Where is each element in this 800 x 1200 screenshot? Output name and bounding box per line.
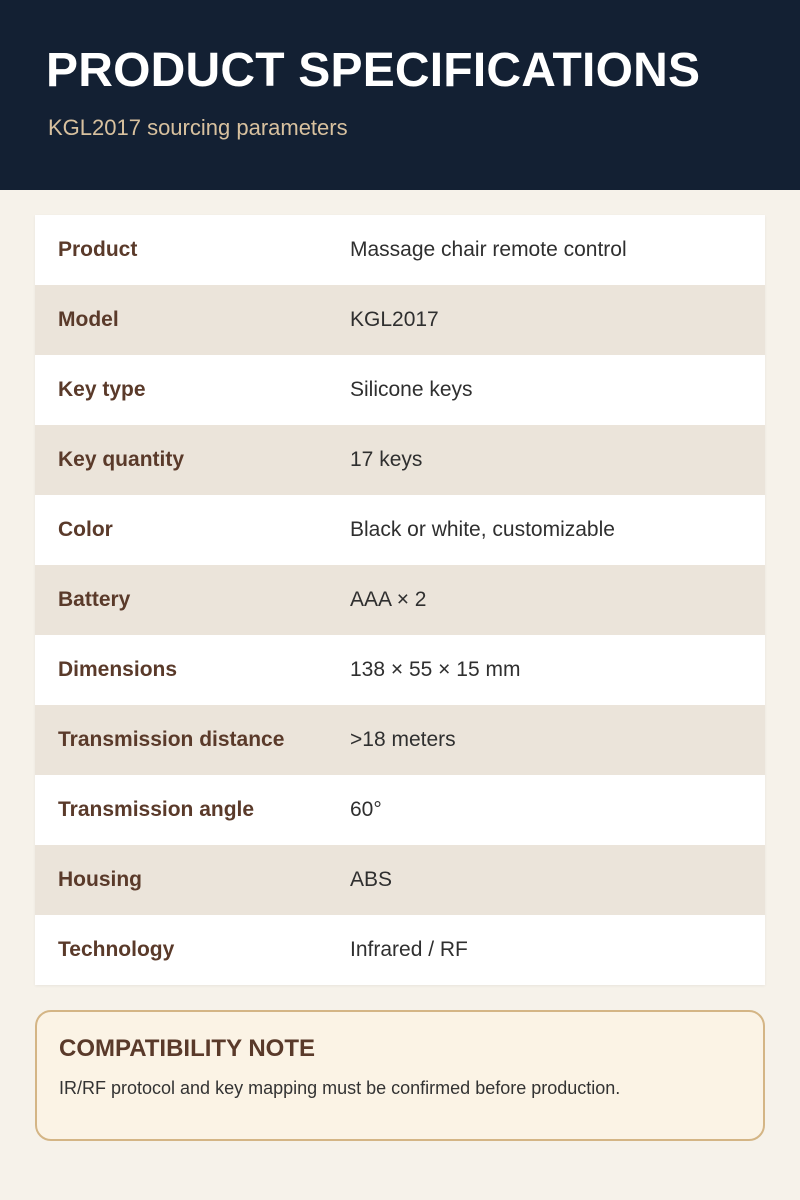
spec-value: 17 keys — [350, 448, 423, 471]
spec-label: Dimensions — [58, 658, 178, 681]
spec-value: Black or white, customizable — [350, 518, 615, 541]
spec-value: Infrared / RF — [350, 938, 468, 961]
spec-label: Product — [58, 238, 138, 261]
spec-row-transmission-angle — [35, 775, 765, 845]
spec-label: Model — [58, 308, 119, 331]
spec-row-product — [35, 215, 765, 285]
spec-value: KGL2017 — [350, 308, 439, 331]
spec-label: Transmission distance — [58, 728, 285, 751]
spec-label: Housing — [58, 868, 142, 891]
spec-label: Technology — [58, 938, 175, 961]
spec-table — [35, 215, 765, 985]
spec-value: 60° — [350, 798, 382, 821]
spec-value: AAA × 2 — [350, 588, 427, 611]
spec-row-dimensions — [35, 635, 765, 705]
spec-value: 138 × 55 × 15 mm — [350, 658, 521, 681]
spec-row-model — [35, 285, 765, 355]
page-subtitle: KGL2017 sourcing parameters — [48, 115, 348, 140]
spec-value: ABS — [350, 868, 393, 891]
spec-value: Massage chair remote control — [350, 238, 627, 261]
note-title: COMPATIBILITY NOTE — [59, 1035, 315, 1062]
spec-label: Key type — [58, 378, 146, 401]
spec-value: >18 meters — [350, 728, 456, 751]
spec-row-color — [35, 495, 765, 565]
page-title: PRODUCT SPECIFICATIONS — [46, 44, 701, 97]
spec-label: Transmission angle — [58, 798, 255, 821]
spec-value: Silicone keys — [350, 378, 473, 401]
spec-label: Color — [58, 518, 113, 541]
spec-label: Battery — [58, 588, 131, 611]
spec-row-battery — [35, 565, 765, 635]
spec-row-transmission-distance — [35, 705, 765, 775]
spec-row-key-type — [35, 355, 765, 425]
spec-row-housing — [35, 845, 765, 915]
page-header — [0, 0, 800, 190]
note-text: IR/RF protocol and key mapping must be confirmed before production. — [59, 1078, 621, 1098]
spec-row-technology — [35, 915, 765, 985]
spec-row-key-quantity — [35, 425, 765, 495]
spec-label: Key quantity — [58, 448, 185, 471]
compatibility-note — [35, 1010, 765, 1141]
